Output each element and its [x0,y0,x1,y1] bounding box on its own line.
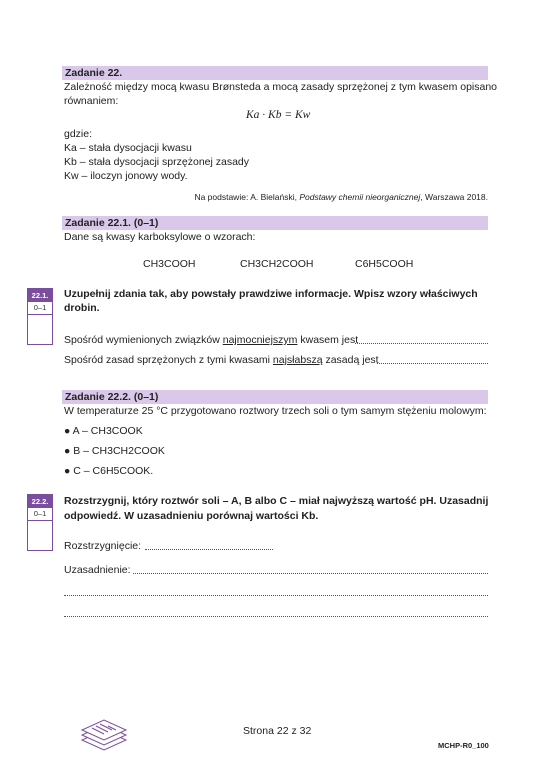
score-box-number: 22.1. [28,289,52,302]
sentence1-underlined: najmocniejszym [222,334,298,346]
answer-line-justification-1[interactable] [133,573,488,574]
answer-line-strongest-acid[interactable] [355,343,488,344]
sentence2-post: zasadą jest [322,354,379,366]
acid-formula-1: CH3COOH [143,258,196,270]
acid-formula-3: C6H5COOH [355,258,414,270]
sentence2-underlined: najsłabszą [272,354,323,366]
salt-c: ● C – C6H5COOK. [64,465,154,477]
equation-text: Ka · Kb = Kw [246,109,311,121]
cke-logo-icon [78,716,130,752]
source-prefix: Na podstawie: A. Bielański, [194,192,300,202]
score-box-points: 0–1 [28,302,52,315]
acid-formula-2: CH3CH2COOH [240,258,314,270]
task22-intro-line2: równaniem: [64,95,119,107]
source-citation [194,192,488,202]
source-title: Podstawy chemii nieorganicznej [299,192,421,202]
score-box-22-1 [27,288,53,345]
page-number: Strona 22 z 32 [243,725,312,737]
task22-1-intro: Dane są kwasy karboksylowe o wzorach: [64,231,256,243]
task22-1-instruction-line1: Uzupełnij zdania tak, aby powstały prawdziwe informacje. Wpisz wzory właściwych [64,288,478,300]
salt-a: ● A – CH3COOK [64,425,143,437]
sentence-weakest-base [64,353,379,367]
answer-line-resolution[interactable] [145,549,273,550]
where-label: gdzie: [64,128,93,140]
task22-1-instruction-line2: drobin. [64,302,100,314]
task22-2-instruction-line2: odpowiedź. W uzasadnieniu porównaj wartości Kb. [64,510,319,522]
justification-label: Uzasadnienie: [64,564,131,576]
source-suffix: , Warszawa 2018. [420,192,488,202]
sentence1-post: kwasem jest [297,334,359,346]
task22-2-intro: W temperaturze 25 °C przygotowano roztwory trzech soli o tym samym stężeniu molowym: [64,405,487,417]
definition-kw: Kw – iloczyn jonowy wody. [64,170,188,182]
exam-code: MCHP-R0_100 [438,741,489,750]
sentence-strongest-acid [64,333,358,347]
task22-2-instruction-line1: Rozstrzygnij, który roztwór soli – A, B albo C – miał najwyższą wartość pH. Uzasadnij [64,495,489,507]
resolution-label: Rozstrzygnięcie: [64,540,142,552]
definition-kb: Kb – stała dysocjacji sprzężonej zasady [64,156,250,168]
task22-intro-line1: Zależność między mocą kwasu Brønsteda a mocą zasady sprzężonej z tym kwasem opisano [64,81,498,93]
sentence1-pre: Spośród wymienionych związków [64,334,223,346]
answer-line-justification-3[interactable] [64,616,488,617]
score-box-points: 0–1 [28,508,52,521]
task22-header: Zadanie 22. [62,66,488,80]
equation [246,109,310,121]
score-box-number: 22.2. [28,495,52,508]
task22-2-header: Zadanie 22.2. (0–1) [62,390,488,404]
task22-1-header: Zadanie 22.1. (0–1) [62,216,488,230]
answer-line-weakest-base[interactable] [377,363,488,364]
score-box-22-2 [27,494,53,551]
definition-ka: Ka – stała dysocjacji kwasu [64,142,192,154]
sentence2-pre: Spośród zasad sprzężonych z tymi kwasami [64,354,273,366]
salt-b: ● B – CH3CH2COOK [64,445,165,457]
answer-line-justification-2[interactable] [64,595,488,596]
